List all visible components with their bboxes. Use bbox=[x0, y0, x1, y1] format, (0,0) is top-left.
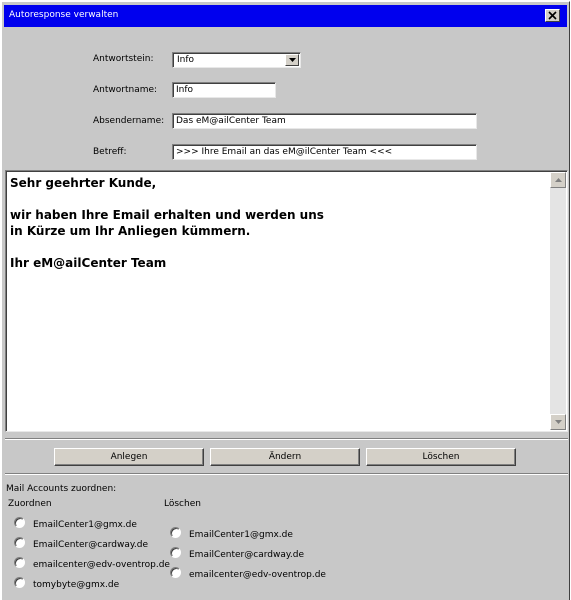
delete-account-label: emailcenter@edv-oventrop.de bbox=[189, 570, 326, 580]
assign-radio[interactable] bbox=[14, 517, 25, 528]
betreff-label: Betreff: bbox=[93, 147, 127, 157]
antwortstein-label: Antwortstein: bbox=[93, 54, 154, 64]
arrow-down-icon bbox=[555, 420, 562, 424]
absendername-input[interactable]: Das eM@ailCenter Team bbox=[172, 113, 477, 129]
delete-account-label: EmailCenter1@gmx.de bbox=[189, 530, 293, 540]
close-icon bbox=[548, 11, 557, 20]
assign-account-label: EmailCenter1@gmx.de bbox=[33, 520, 137, 530]
title-bar bbox=[4, 5, 567, 27]
close-button[interactable] bbox=[545, 9, 560, 22]
delete-radio[interactable] bbox=[170, 567, 181, 578]
absendername-label: Absendername: bbox=[93, 116, 165, 126]
message-textarea[interactable] bbox=[5, 170, 568, 432]
antwortname-label: Antwortname: bbox=[93, 85, 158, 95]
separator bbox=[5, 473, 568, 475]
antwortname-input[interactable]: Info bbox=[172, 82, 276, 98]
assign-account-label: tomybyte@gmx.de bbox=[33, 580, 120, 590]
dialog-window bbox=[1, 1, 570, 600]
window-title: Autoresponse verwalten bbox=[9, 10, 119, 20]
assign-radio[interactable] bbox=[14, 557, 25, 568]
delete-heading: Löschen bbox=[164, 499, 201, 509]
delete-radio[interactable] bbox=[170, 527, 181, 538]
assign-heading: Zuordnen bbox=[8, 499, 52, 509]
delete-account-label: EmailCenter@cardway.de bbox=[189, 550, 305, 560]
betreff-input[interactable]: >>> Ihre Email an das eM@ilCenter Team <<< bbox=[172, 144, 477, 160]
dropdown-button[interactable] bbox=[285, 54, 299, 66]
assign-radio[interactable] bbox=[14, 537, 25, 548]
anlegen-button[interactable]: Anlegen bbox=[54, 448, 204, 466]
antwortstein-select[interactable] bbox=[172, 52, 301, 68]
message-body: Sehr geehrter Kunde, wir haben Ihre Email erhalten und werden uns in Kürze um Ihr Anliegen kümmern. Ihr eM@ailCenter Team bbox=[10, 176, 324, 270]
antwortstein-value: Info bbox=[177, 55, 195, 65]
chevron-down-icon bbox=[289, 58, 296, 62]
aendern-button[interactable]: Ändern bbox=[210, 448, 360, 466]
arrow-up-icon bbox=[555, 178, 562, 182]
accounts-heading: Mail Accounts zuordnen: bbox=[6, 484, 117, 494]
assign-radio[interactable] bbox=[14, 577, 25, 588]
assign-account-label: EmailCenter@cardway.de bbox=[33, 540, 149, 550]
scroll-up-button[interactable] bbox=[550, 172, 566, 188]
loeschen-button[interactable]: Löschen bbox=[366, 448, 516, 466]
assign-account-label: emailcenter@edv-oventrop.de bbox=[33, 560, 170, 570]
separator bbox=[5, 438, 568, 440]
delete-radio[interactable] bbox=[170, 547, 181, 558]
scroll-down-button[interactable] bbox=[550, 414, 566, 430]
vertical-scrollbar[interactable] bbox=[550, 172, 566, 430]
